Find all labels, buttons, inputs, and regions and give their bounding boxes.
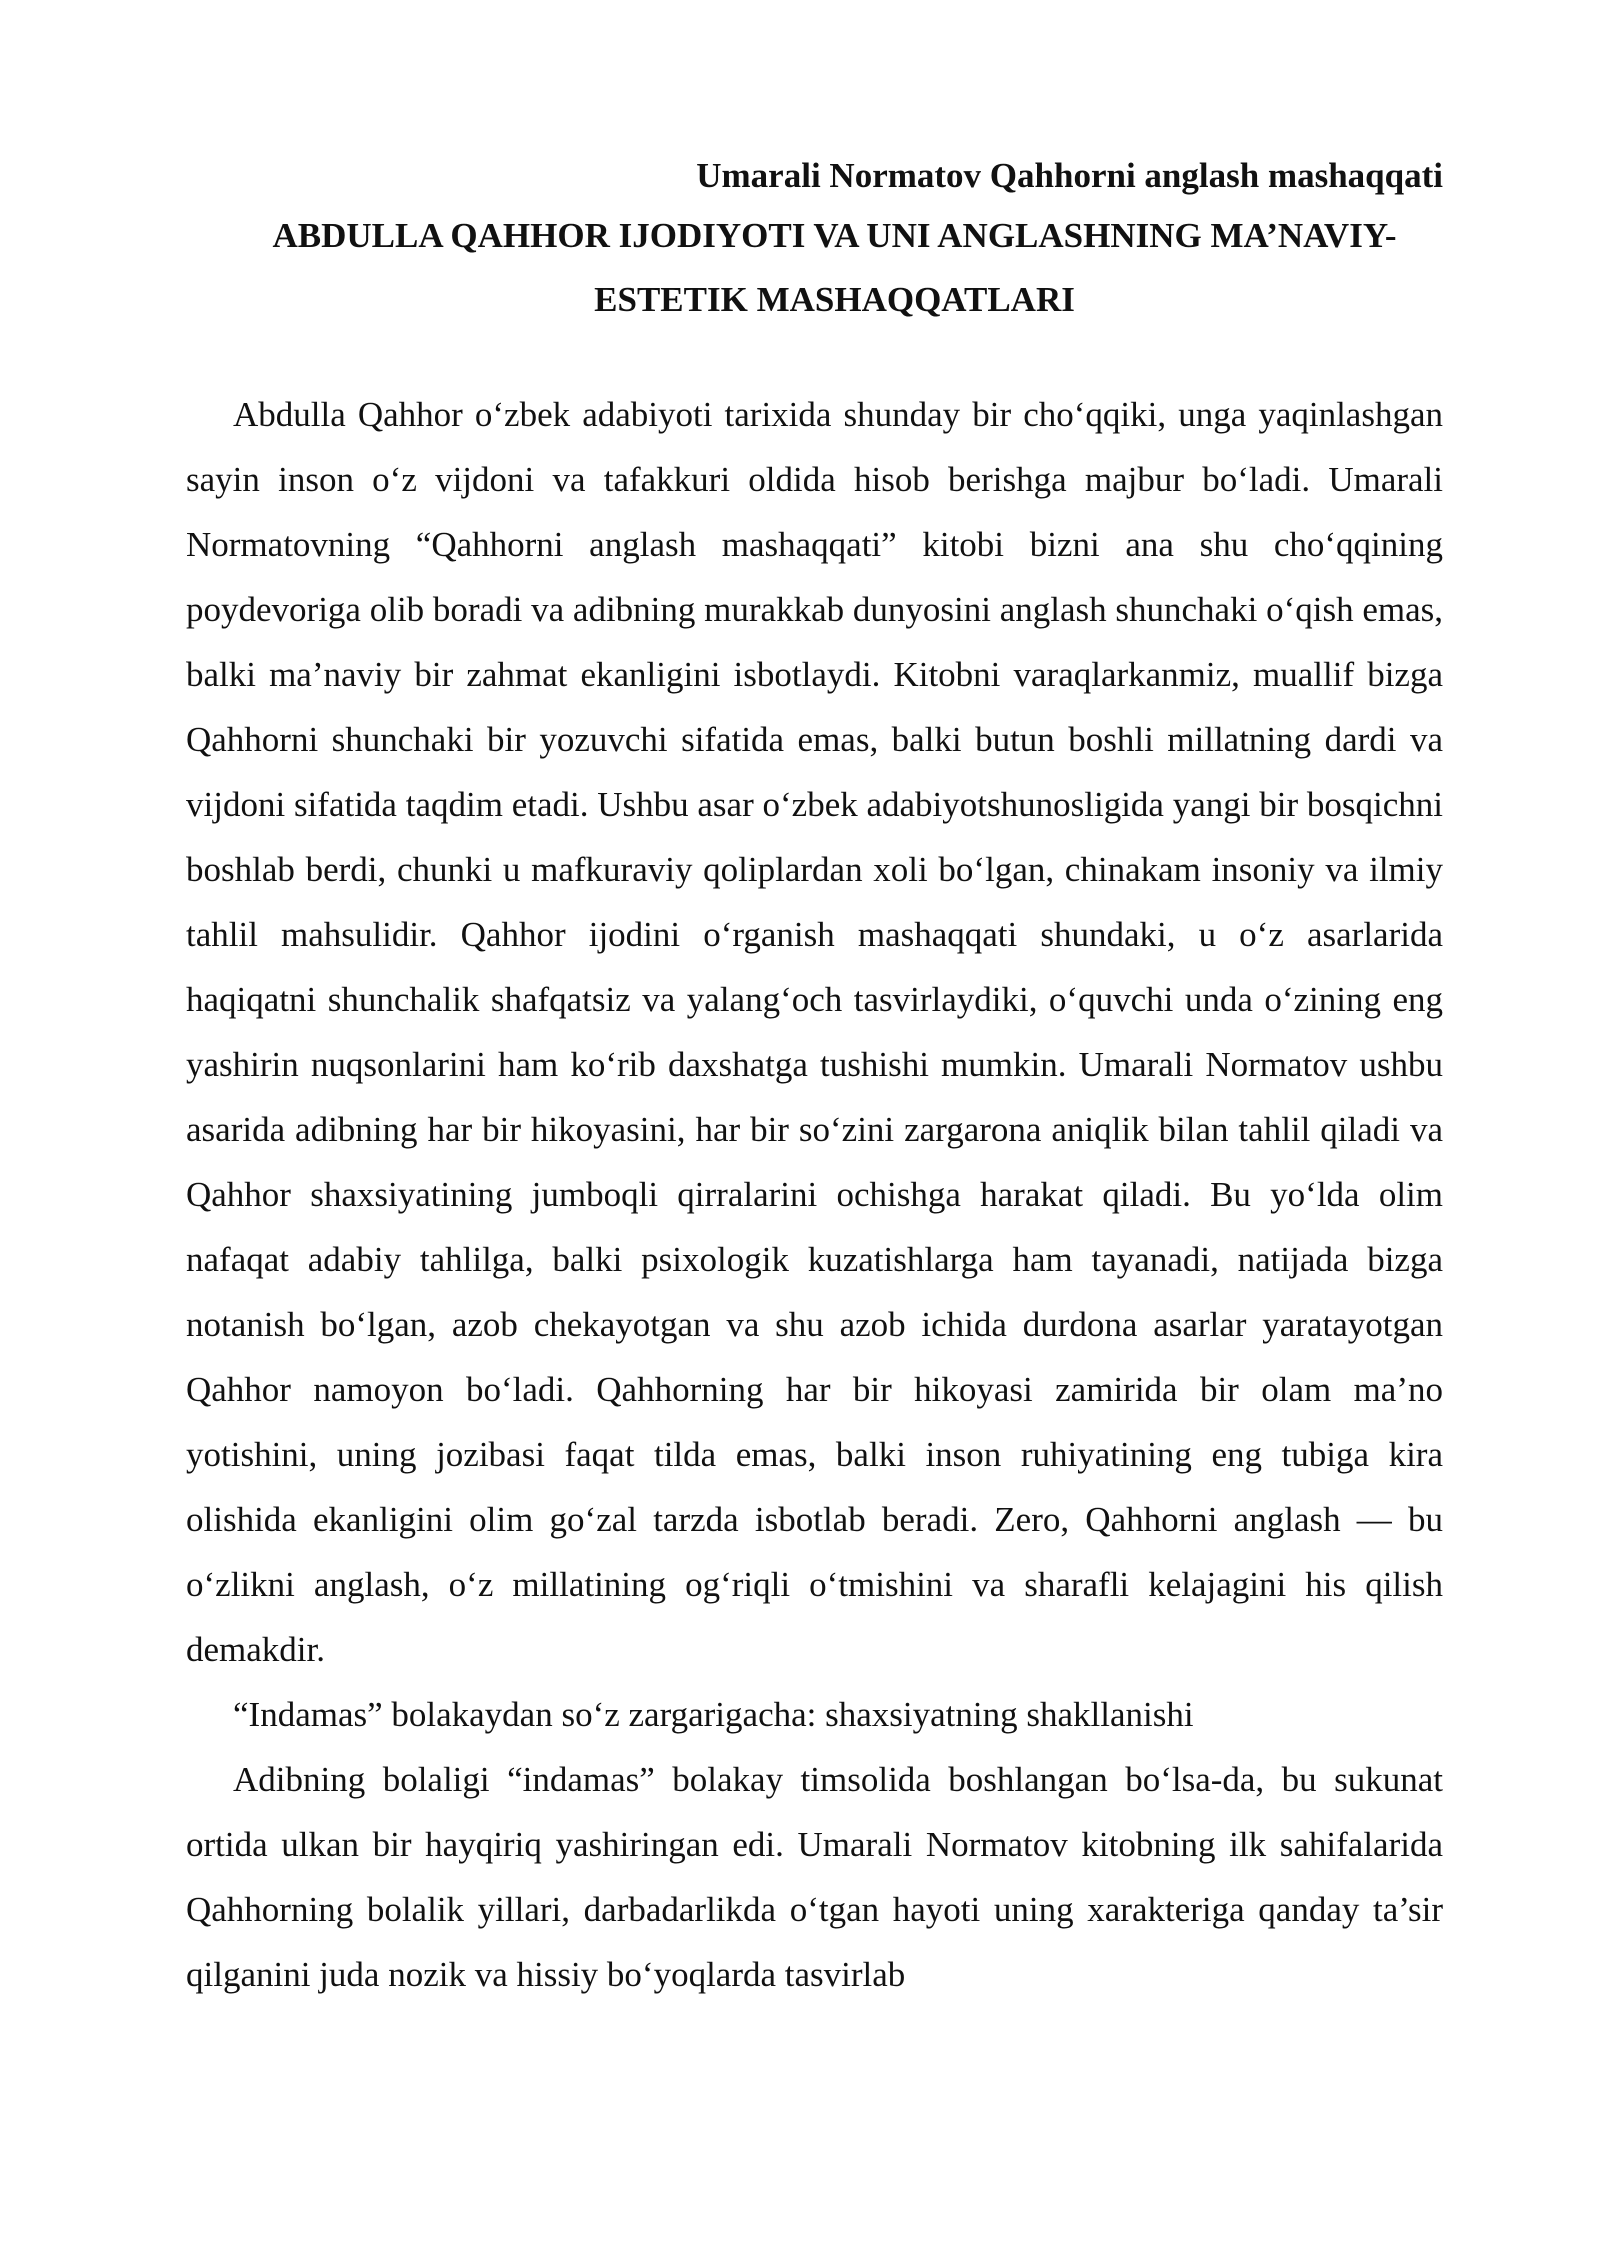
body-paragraph: Adibning bolaligi “indamas” bolakay timsolida boshlangan bo‘lsa-da, bu sukunat ortida ulkan bir hayqiriq yashiringan edi. Umarali Normatov kitobning ilk sahifalarida Qahhorning bolalik yillari, darbadarlikda o‘tgan hayoti uning xarakteriga qanday ta’sir qilganini juda nozik va hissiy bo‘yoqlarda tasvirlab xyxy=(186,1760,1443,1994)
document-title: ABDULLA QAHHOR IJODIYOTI VA UNI ANGLASHNING MA’NAVIY-ESTETIK MASHAQQATLARI xyxy=(272,216,1397,319)
document-body xyxy=(186,148,1443,2007)
section-subheading: “Indamas” bolakaydan so‘z zargarigacha: shaxsiyatning shakllanishi xyxy=(233,1695,1194,1734)
author-title-line: Umarali Normatov Qahhorni anglash mashaqqati xyxy=(696,156,1443,195)
body-paragraph: Abdulla Qahhor o‘zbek adabiyoti tarixida shunday bir cho‘qqiki, unga yaqinlashgan sayin inson o‘z vijdoni va tafakkuri oldida hisob berishga majbur bo‘ladi. Umarali Normatovning “Qahhorni anglash mashaqqati” kitobi bizni ana shu cho‘qqining poydevoriga olib boradi va adibning murakkab dunyosini anglash shunchaki o‘qish emas, balki ma’naviy bir zahmat ekanligini isbotlaydi. Kitobni varaqlarkanmiz, muallif bizga Qahhorni shunchaki bir yozuvchi sifatida emas, balki butun boshli millatning dardi va vijdoni sifatida taqdim etadi. Ushbu asar o‘zbek adabiyotshunosligida yangi bir bosqichni boshlab berdi, chunki u mafkuraviy qoliplardan xoli bo‘lgan, chinakam insoniy va ilmiy tahlil mahsulidir. Qahhor ijodini o‘rganish mashaqqati shundaki, u o‘z asarlarida haqiqatni shunchalik shafqatsiz va yalang‘och tasvirlaydiki, o‘quvchi unda o‘zining eng yashirin nuqsonlarini ham ko‘rib daxshatga tushishi mumkin. Umarali Normatov ushbu asarida adibning har bir hikoyasini, har bir so‘zini zargarona aniqlik bilan tahlil qiladi va Qahhor shaxsiyatining jumboqli qirralarini ochishga harakat qiladi. Bu yo‘lda olim nafaqat adabiy tahlilga, balki psixologik kuzatishlarga ham tayanadi, natijada bizga notanish bo‘lgan, azob chekayotgan va shu azob ichida durdona asarlar yaratayotgan Qahhor namoyon bo‘ladi. Qahhorning har bir hikoyasi zamirida bir olam ma’no yotishini, uning jozibasi faqat tilda emas, balki inson ruhiyatining eng tubiga kira olishida ekanligini olim go‘zal tarzda isbotlab beradi. Zero, Qahhorni anglash — bu o‘zlikni anglash, o‘z millatining og‘riqli o‘tmishini va sharafli kelajagini his qilish demakdir. xyxy=(186,395,1443,1669)
